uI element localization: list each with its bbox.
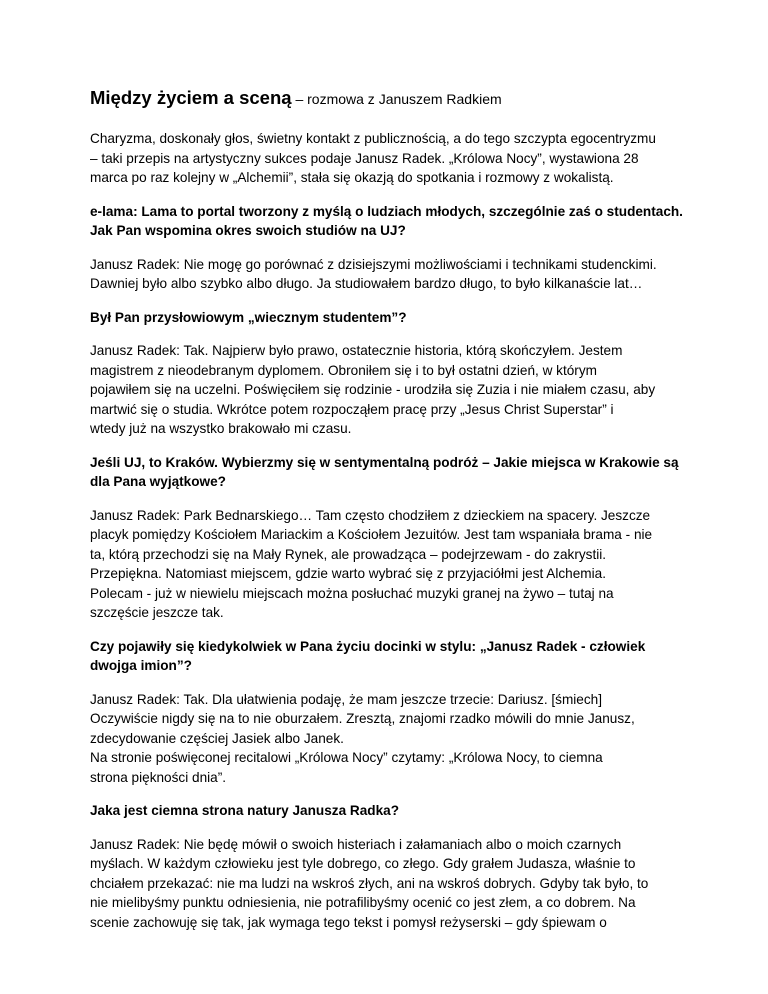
text-line: scenie zachowuję się tak, jak wymaga tego tekst i pomysł reżyserski – gdy śpiewam o bbox=[90, 914, 607, 930]
text-line: Jak Pan wspomina okres swoich studiów na UJ? bbox=[90, 223, 406, 238]
interview-question bbox=[90, 801, 690, 821]
text-line: – taki przepis na artystyczny sukces podaje Janusz Radek. „Królowa Nocy”, wystawiona 28 bbox=[90, 150, 639, 166]
text-line: wtedy już na wszystko brakowało mi czasu. bbox=[90, 421, 352, 436]
article-heading bbox=[90, 86, 690, 112]
text-line: Był Pan przysłowiowym „wiecznym studentem”? bbox=[90, 309, 407, 325]
text-line: strona piękności dnia”. bbox=[90, 769, 227, 785]
text-line: marca po raz kolejny w „Alchemii”, stała się okazją do spotkania i rozmowy z wokalistą. bbox=[90, 170, 614, 185]
text-line: Janusz Radek: Tak. Dla ułatwienia podaję, że mam jeszcze trzecie: Dariusz. [śmiech] bbox=[90, 691, 602, 707]
text-line: szczęście jeszcze tak. bbox=[90, 605, 224, 620]
interview-question bbox=[90, 308, 690, 328]
text-line: myślach. W każdym człowieku jest tyle dobrego, co złego. Gdy grałem Judasza, właśnie to bbox=[90, 856, 636, 871]
text-line: Dawniej było albo szybko albo długo. Ja studiowałem bardzo długo, to było kilkanaście lat… bbox=[90, 276, 643, 291]
interview-question bbox=[90, 637, 690, 676]
interview-answer bbox=[90, 835, 690, 933]
text-line: magistrem z nieodebranym dyplomem. Obroniłem się i to był ostatni dzień, w którym bbox=[90, 362, 597, 378]
text-line: dla Pana wyjątkowe? bbox=[90, 474, 226, 489]
text-line: Czy pojawiły się kiedykolwiek w Pana życiu docinki w stylu: „Janusz Radek - człowiek bbox=[90, 638, 646, 654]
text-line: Przepiękna. Natomiast miejscem, gdzie warto wybrać się z przyjaciółmi jest Alchemia. bbox=[90, 566, 606, 581]
interview-answer bbox=[90, 255, 690, 294]
interview-answer bbox=[90, 506, 690, 623]
text-line: ta, którą przechodzi się na Mały Rynek, ale prowadząca – podejrzewam - do zakrystii. bbox=[90, 546, 607, 562]
text-line: Jeśli UJ, to Kraków. Wybierzmy się w sentymentalną podróż – Jakie miejsca w Krakowie są bbox=[90, 454, 679, 470]
text-line: Janusz Radek: Nie będę mówił o swoich histeriach i załamaniach albo o moich czarnych bbox=[90, 836, 622, 852]
text-line: Oczywiście nigdy się na to nie oburzałem. Zresztą, znajomi rzadko mówili do mnie Janusz, bbox=[90, 711, 635, 726]
interview-question bbox=[90, 202, 690, 241]
text-line: Na stronie poświęconej recitalowi „Królowa Nocy” czytamy: „Królowa Nocy, to ciemna bbox=[90, 750, 603, 765]
article-body bbox=[90, 129, 690, 932]
text-line: Janusz Radek: Nie mogę go porównać z dzisiejszymi możliwościami i technikami studenckimi. bbox=[90, 256, 657, 272]
interview-answer bbox=[90, 341, 690, 439]
text-line: nie mielibyśmy punktu odniesienia, nie potrafilibyśmy ocenić co jest złem, a co dobrem. Na bbox=[90, 895, 636, 910]
text-line: pojawiłem się na uczelni. Poświęciłem się rodzinie - urodziła się Zuzia i nie miałem czasu, aby bbox=[90, 382, 656, 397]
text-line: Janusz Radek: Tak. Najpierw było prawo, ostatecznie historia, którą skończyłem. Jestem bbox=[90, 343, 623, 358]
text-line: zdecydowanie częściej Jasiek albo Janek. bbox=[90, 730, 344, 746]
interview-answer bbox=[90, 690, 690, 788]
text-line: placyk pomiędzy Kościołem Mariackim a Kościołem Jezuitów. Jest tam wspaniała brama - nie bbox=[90, 527, 653, 542]
article-title: Między życiem a sceną bbox=[90, 87, 292, 108]
text-line: chciałem przekazać: nie ma ludzi na wskroś złych, ani na wskroś dobrych. Gdyby tak było, to bbox=[90, 875, 649, 891]
document-page bbox=[90, 86, 690, 946]
interview-question bbox=[90, 453, 690, 492]
text-line: martwić się o studia. Wkrótce potem rozpocząłem pracę przy „Jesus Christ Superstar” i bbox=[90, 401, 614, 417]
text-line: Polecam - już w niewielu miejscach można posłuchać muzyki granej na żywo – tutaj na bbox=[90, 585, 614, 601]
text-line: dwojga imion”? bbox=[90, 658, 192, 673]
intro-paragraph bbox=[90, 129, 690, 188]
text-line: Charyzma, doskonały głos, świetny kontakt z publicznością, a do tego szczypta egocentryzmu bbox=[90, 131, 656, 146]
text-line: e-lama: Lama to portal tworzony z myślą o ludziach młodych, szczególnie zaś o studentach. bbox=[90, 203, 683, 219]
text-line: Jaka jest ciemna strona natury Janusza Radka? bbox=[90, 803, 400, 818]
article-subtitle: – rozmowa z Januszem Radkiem bbox=[291, 91, 502, 107]
text-line: Janusz Radek: Park Bednarskiego… Tam często chodziłem z dzieckiem na spacery. Jeszcze bbox=[90, 507, 651, 523]
